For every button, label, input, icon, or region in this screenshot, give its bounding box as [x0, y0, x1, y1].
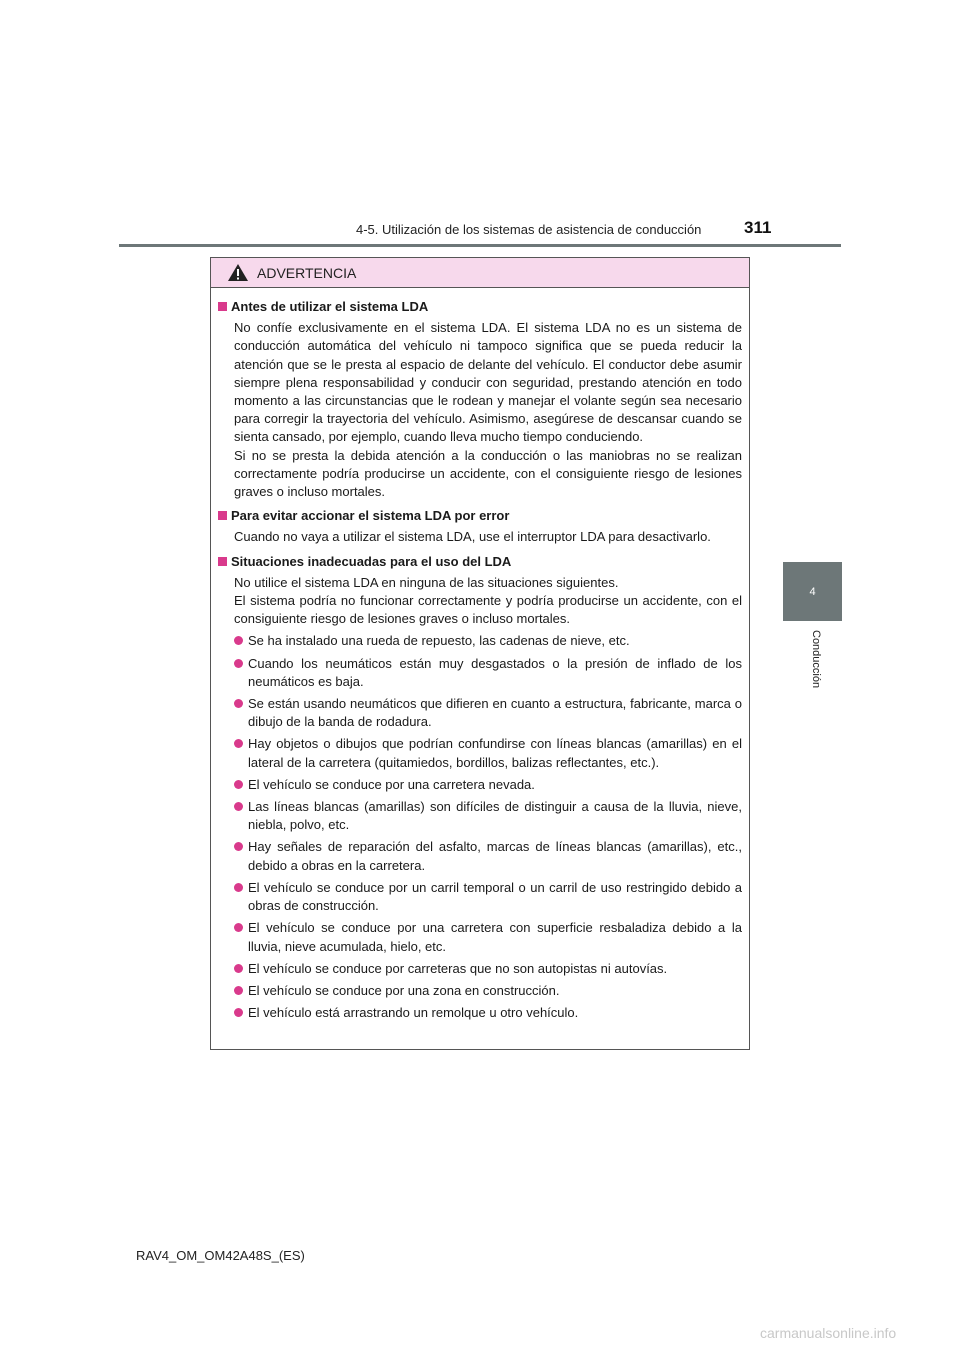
list-item: Se están usando neumáticos que difieren en cuanto a estructura, fabricante, marca o dibujo de la banda de rodadura. — [234, 695, 742, 731]
bullet-dot-icon — [234, 923, 243, 932]
chapter-tab[interactable] — [783, 562, 842, 621]
paragraph: Si no se presta la debida atención a la conducción o las maniobras no se realizan correctamente podría producirse un accidente, con el consiguiente riesgo de lesiones graves o incluso mortales. — [234, 447, 742, 500]
document-code: RAV4_OM_OM42A48S_(ES) — [136, 1248, 305, 1263]
list-item: Hay objetos o dibujos que podrían confundirse con líneas blancas (amarillas) en el lateral de la carretera (quitamiedos, bordillos, balizas reflectantes, etc.). — [234, 735, 742, 771]
list-item: El vehículo se conduce por una carretera con superficie resbaladiza debido a la lluvia, nieve acumulada, hielo, etc. — [234, 919, 742, 955]
situation-list — [234, 632, 742, 1022]
bullet-dot-icon — [234, 986, 243, 995]
bullet-dot-icon — [234, 883, 243, 892]
page-number: 311 — [744, 218, 772, 237]
square-bullet-icon — [218, 557, 227, 566]
bullet-dot-icon — [234, 842, 243, 851]
bullet-dot-icon — [234, 802, 243, 811]
list-item: El vehículo está arrastrando un remolque u otro vehículo. — [234, 1004, 742, 1022]
list-item: El vehículo se conduce por una carretera nevada. — [234, 776, 742, 794]
section-heading-text: Antes de utilizar el sistema LDA — [231, 299, 429, 314]
section-heading — [218, 298, 742, 316]
square-bullet-icon — [218, 302, 227, 311]
paragraph: No confíe exclusivamente en el sistema LDA. El sistema LDA no es un sistema de conducción automática del vehículo ni tampoco significa que se pueda reducir la atención que se le presta al espacio de delante del vehículo. El conductor debe asumir siempre plena responsabilidad y conducir con seguridad, prestando atención en todo momento a las circunstancias que le rodean y manejar el volante según sea necesario para corregir la trayectoria del vehículo. Asimismo, asegúrese de descansar cuando se sienta cansado, por ejemplo, cuando lleva mucho tiempo conduciendo. — [234, 320, 742, 445]
list-item: El vehículo se conduce por una zona en construcción. — [234, 982, 742, 1000]
warning-label: ADVERTENCIA — [257, 264, 357, 281]
header-divider — [119, 244, 841, 247]
list-item: Las líneas blancas (amarillas) son difíciles de distinguir a causa de la lluvia, nieve, niebla, polvo, etc. — [234, 798, 742, 834]
paragraph: El sistema podría no funcionar correctamente y podría producirse un accidente, con el consiguiente riesgo de lesiones graves o incluso mortales. — [234, 593, 742, 627]
section-heading — [218, 553, 742, 571]
section-heading — [218, 507, 742, 525]
section-heading-text: Situaciones inadecuadas para el uso del LDA — [231, 553, 512, 569]
warning-body — [211, 288, 749, 1022]
chapter-tab-number: 4 — [809, 585, 816, 598]
chapter-title: 4-5. Utilización de los sistemas de asistencia de conducción — [356, 222, 702, 237]
section-heading-text: Para evitar accionar el sistema LDA por error — [231, 508, 510, 524]
bullet-dot-icon — [234, 636, 243, 645]
list-item: El vehículo se conduce por carreteras que no son autopistas ni autovías. — [234, 960, 742, 978]
warning-header — [211, 258, 749, 288]
warning-section — [218, 553, 742, 1023]
bullet-dot-icon — [234, 699, 243, 708]
warning-section — [218, 507, 742, 546]
bullet-dot-icon — [234, 964, 243, 973]
square-bullet-icon — [218, 511, 227, 520]
warning-section — [218, 298, 742, 501]
chapter-tab-label: Conducción — [810, 630, 822, 689]
warning-triangle-icon — [227, 263, 249, 282]
bullet-dot-icon — [234, 780, 243, 789]
watermark: carmanualsonline.info — [760, 1325, 897, 1341]
bullet-dot-icon — [234, 739, 243, 748]
paragraph: No utilice el sistema LDA en ninguna de las situaciones siguientes. — [234, 574, 619, 590]
bullet-dot-icon — [234, 659, 243, 668]
list-item: Hay señales de reparación del asfalto, marcas de líneas blancas (amarillas), etc., debido a obras en la carretera. — [234, 838, 742, 874]
bullet-dot-icon — [234, 1008, 243, 1017]
list-item: Cuando los neumáticos están muy desgastados o la presión de inflado de los neumáticos es baja. — [234, 655, 742, 691]
list-item: Se ha instalado una rueda de repuesto, las cadenas de nieve, etc. — [234, 632, 742, 650]
paragraph: Cuando no vaya a utilizar el sistema LDA, use el interruptor LDA para desactivarlo. — [234, 529, 711, 545]
list-item: El vehículo se conduce por un carril temporal o un carril de uso restringido debido a obras de construcción. — [234, 879, 742, 915]
warning-box — [210, 257, 750, 1050]
